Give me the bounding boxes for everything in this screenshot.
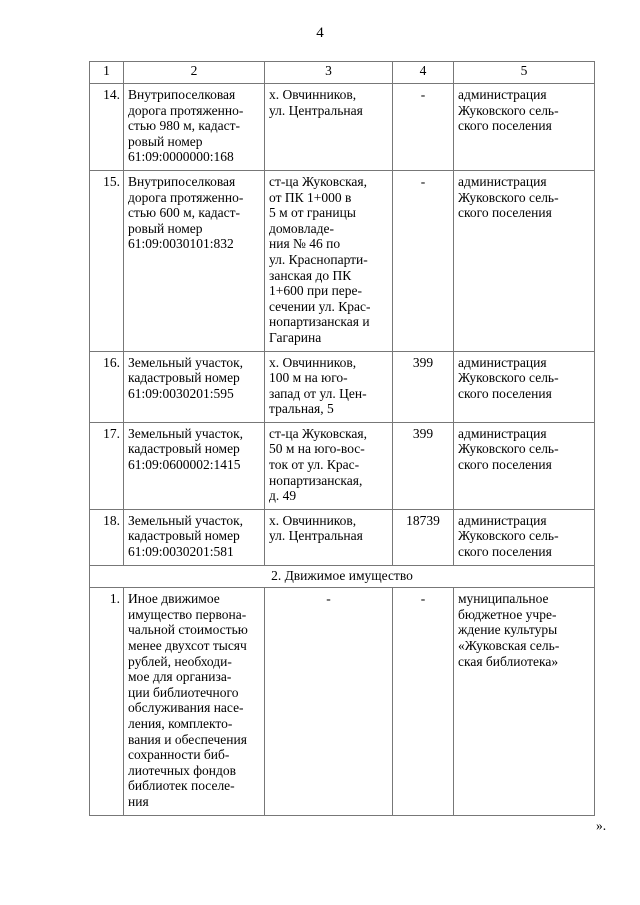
area-cell: 399: [393, 351, 454, 422]
cell-line: обслуживания насе-: [128, 700, 244, 716]
cell-line: 61:09:0030201:595: [128, 385, 234, 401]
address-cell: [265, 351, 393, 422]
row-number-cell: 16.: [90, 351, 124, 422]
address-cell: [265, 170, 393, 351]
cell-line: 61:09:0000000:168: [128, 149, 234, 165]
cell-line: Внутрипоселковая: [128, 173, 236, 189]
cell-line: кадастровый номер: [128, 528, 240, 544]
cell-line: Земельный участок,: [128, 425, 244, 441]
cell-line: ровый номер: [128, 220, 203, 236]
header-cell: 2: [124, 62, 265, 84]
cell-line: администрация: [458, 425, 547, 441]
cell-line: 50 м на юго-вос-: [269, 441, 365, 457]
cell-line: 61:09:0030101:832: [128, 236, 234, 252]
cell-line: х. Овчинников,: [269, 87, 357, 102]
cell-line: Внутрипоселковая: [128, 87, 236, 102]
cell-line: нопартизанская и: [269, 314, 370, 330]
cell-line: Иное движимое: [128, 591, 220, 607]
cell-line: ции библиотечного: [128, 684, 239, 700]
cell-line: ул. Краснопарти-: [269, 251, 368, 267]
cell-line: ления, комплекто-: [128, 715, 233, 731]
cell-line: сохранности биб-: [128, 747, 230, 763]
cell-line: рублей, необходи-: [128, 653, 232, 669]
cell-line: ул. Центральная: [269, 102, 363, 118]
cell-line: дорога протяженно-: [128, 102, 244, 118]
cell-line: запад от ул. Цен-: [269, 385, 367, 401]
cell-line: ского поселения: [458, 205, 552, 221]
holder-cell: [454, 509, 595, 565]
page-number: 4: [316, 25, 324, 41]
cell-line: 1+600 при пере-: [269, 283, 363, 299]
object-name-cell: [124, 351, 265, 422]
object-name-cell: [124, 170, 265, 351]
cell-line: ровый номер: [128, 133, 203, 149]
row-number-cell: 14.: [90, 84, 124, 171]
cell-line: муниципальное: [458, 591, 549, 607]
cell-line: ского поселения: [458, 457, 552, 473]
row-number-cell: 1.: [90, 588, 124, 815]
cell-line: Жуковского сель-: [458, 102, 559, 118]
table-row: [90, 351, 595, 422]
cell-line: имущество первона-: [128, 606, 247, 622]
row-number-cell: 18.: [90, 509, 124, 565]
table-row: [90, 170, 595, 351]
cell-line: д. 49: [269, 488, 297, 504]
header-cell: 3: [265, 62, 393, 84]
table-header-row: [90, 62, 595, 84]
address-cell: -: [265, 588, 393, 815]
cell-line: ская библиотека»: [458, 653, 559, 669]
cell-line: занская до ПК: [269, 267, 352, 283]
cell-line: Земельный участок,: [128, 512, 244, 528]
cell-line: Земельный участок,: [128, 354, 244, 370]
table-row: [90, 84, 595, 171]
area-cell: -: [393, 84, 454, 171]
area-cell: 399: [393, 422, 454, 509]
holder-cell: [454, 351, 595, 422]
row-number-cell: 15.: [90, 170, 124, 351]
cell-line: стью 600 м, кадаст-: [128, 205, 241, 221]
cell-line: ского поселения: [458, 385, 552, 401]
cell-line: ния № 46 по: [269, 236, 341, 252]
cell-line: ст-ца Жуковская,: [269, 173, 368, 189]
object-name-cell: [124, 84, 265, 171]
row-number-cell: 17.: [90, 422, 124, 509]
cell-line: 61:09:0030201:581: [128, 544, 234, 560]
cell-line: Жуковского сель-: [458, 189, 559, 205]
holder-cell: [454, 588, 595, 815]
cell-line: сечении ул. Крас-: [269, 298, 371, 314]
cell-line: администрация: [458, 173, 547, 189]
cell-line: администрация: [458, 512, 547, 528]
cell-line: дорога протяженно-: [128, 189, 244, 205]
header-cell: 4: [393, 62, 454, 84]
cell-line: администрация: [458, 354, 547, 370]
table-row: [90, 422, 595, 509]
cell-line: Гагарина: [269, 329, 322, 345]
header-cell: 5: [454, 62, 595, 84]
header-cell: 1: [90, 62, 124, 84]
table-row: [90, 588, 595, 815]
cell-line: нопартизанская,: [269, 472, 363, 488]
address-cell: [265, 509, 393, 565]
address-cell: [265, 422, 393, 509]
cell-line: 100 м на юго-: [269, 370, 348, 386]
closing-quote-mark: ».: [596, 818, 607, 833]
holder-cell: [454, 84, 595, 171]
address-cell: [265, 84, 393, 171]
section-title: 2. Движимое имущество: [90, 565, 595, 588]
cell-line: Жуковского сель-: [458, 528, 559, 544]
object-name-cell: [124, 422, 265, 509]
object-name-cell: [124, 588, 265, 815]
cell-line: ст-ца Жуковская,: [269, 425, 368, 441]
area-cell: -: [393, 170, 454, 351]
cell-line: кадастровый номер: [128, 370, 240, 386]
cell-line: х. Овчинников,: [269, 512, 357, 528]
cell-line: 61:09:0600002:1415: [128, 457, 241, 473]
cell-line: Жуковского сель-: [458, 441, 559, 457]
cell-line: вания и обеспечения: [128, 731, 247, 747]
cell-line: ул. Центральная: [269, 528, 363, 544]
cell-line: ток от ул. Крас-: [269, 457, 360, 473]
cell-line: лиотечных фондов: [128, 762, 237, 778]
cell-line: тральная, 5: [269, 401, 334, 417]
section-row: [90, 565, 595, 588]
cell-line: мое для организа-: [128, 669, 232, 685]
object-name-cell: [124, 509, 265, 565]
cell-line: администрация: [458, 87, 547, 102]
property-table: [89, 61, 595, 816]
cell-line: х. Овчинников,: [269, 354, 357, 370]
cell-line: кадастровый номер: [128, 441, 240, 457]
area-cell: 18739: [393, 509, 454, 565]
cell-line: 5 м от границы: [269, 205, 356, 221]
table-row: [90, 509, 595, 565]
cell-line: «Жуковская сель-: [458, 638, 560, 653]
cell-line: от ПК 1+000 в: [269, 189, 352, 205]
cell-line: менее двухсот тысяч: [128, 638, 247, 653]
cell-line: бюджетное учре-: [458, 606, 557, 622]
area-cell: -: [393, 588, 454, 815]
cell-line: стью 980 м, кадаст-: [128, 118, 241, 134]
holder-cell: [454, 170, 595, 351]
cell-line: ния: [128, 793, 149, 809]
cell-line: ждение культуры: [458, 622, 558, 638]
cell-line: ского поселения: [458, 544, 552, 560]
holder-cell: [454, 422, 595, 509]
cell-line: домовладе-: [269, 220, 334, 236]
cell-line: чальной стоимостью: [128, 622, 248, 638]
cell-line: Жуковского сель-: [458, 370, 559, 386]
cell-line: библиотек поселе-: [128, 778, 235, 794]
cell-line: ского поселения: [458, 118, 552, 134]
